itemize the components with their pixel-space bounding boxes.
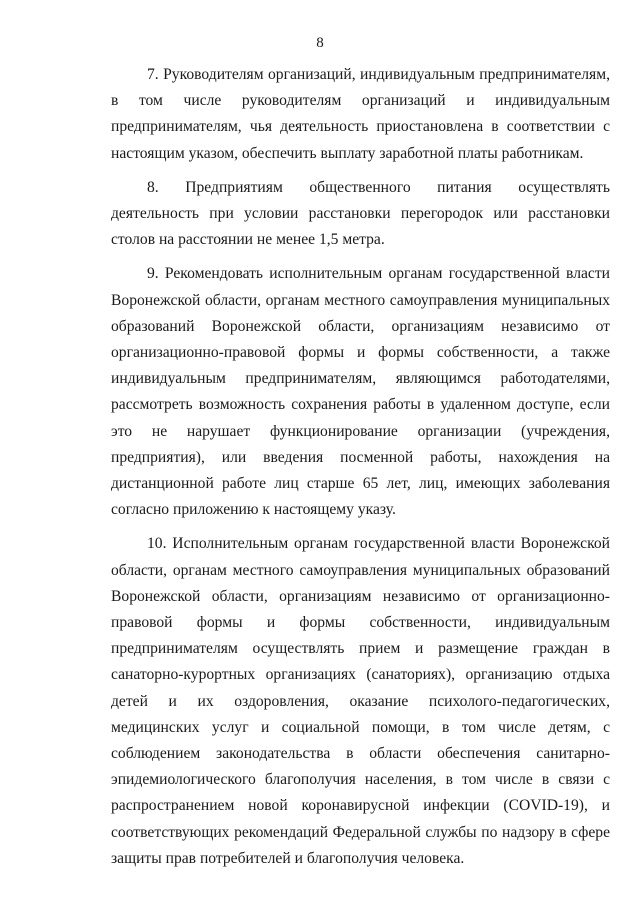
page-number: 8 xyxy=(316,35,324,51)
paragraph-8: 8. Предприятиям общественного питания осуществлять деятельность при условии расстановки перегородок или расстановки столов на расстоянии не менее 1,5 метра. xyxy=(111,178,610,249)
paragraph-10: 10. Исполнительным органам государственной власти Воронежской области, органам местного самоуправления муниципальных образований Воронежской области, организациям независимо от организационно-правовой формы и формы собственности, индивидуальным предпринимателям осуществлять прием и размещение граждан в санаторно-курортных организациях (санаториях), организацию отдыха детей и их оздоровления, оказание психолого-педагогических, медицинских услуг и социальной помощи, в том числе детям, с соблюдением законодательства в области обеспечения санитарно-эпидемиологического благополучия населения, в том числе в связи с распространением новой коронавирусной инфекции (COVID-19), и соответствующих рекомендаций Федеральной службы по надзору в сфере защиты прав потребителей и благополучия человека. xyxy=(111,535,610,867)
document-body xyxy=(111,62,610,872)
paragraph-7: 7. Руководителям организаций, индивидуальным предпринимателям, в том числе руководителям организаций и индивидуальным предпринимателям, чья деятельность приостановлена в соответствии с настоящим указом, обеспечить выплату заработной платы работникам. xyxy=(111,66,610,162)
paragraph-9: 9. Рекомендовать исполнительным органам государственной власти Воронежской области, органам местного самоуправления муниципальных образований Воронежской области, организациям независимо от организационно-правовой формы и формы собственности, а также индивидуальным предпринимателям, являющимся работодателями, рассмотреть возможность сохранения работы в удаленном доступе, если это не нарушает функционирование организации (учреждения, предприятия), или введения посменной работы, нахождения на дистанционной работе лиц старше 65 лет, лиц, имеющих заболевания согласно приложению к настоящему указу. xyxy=(111,265,610,519)
